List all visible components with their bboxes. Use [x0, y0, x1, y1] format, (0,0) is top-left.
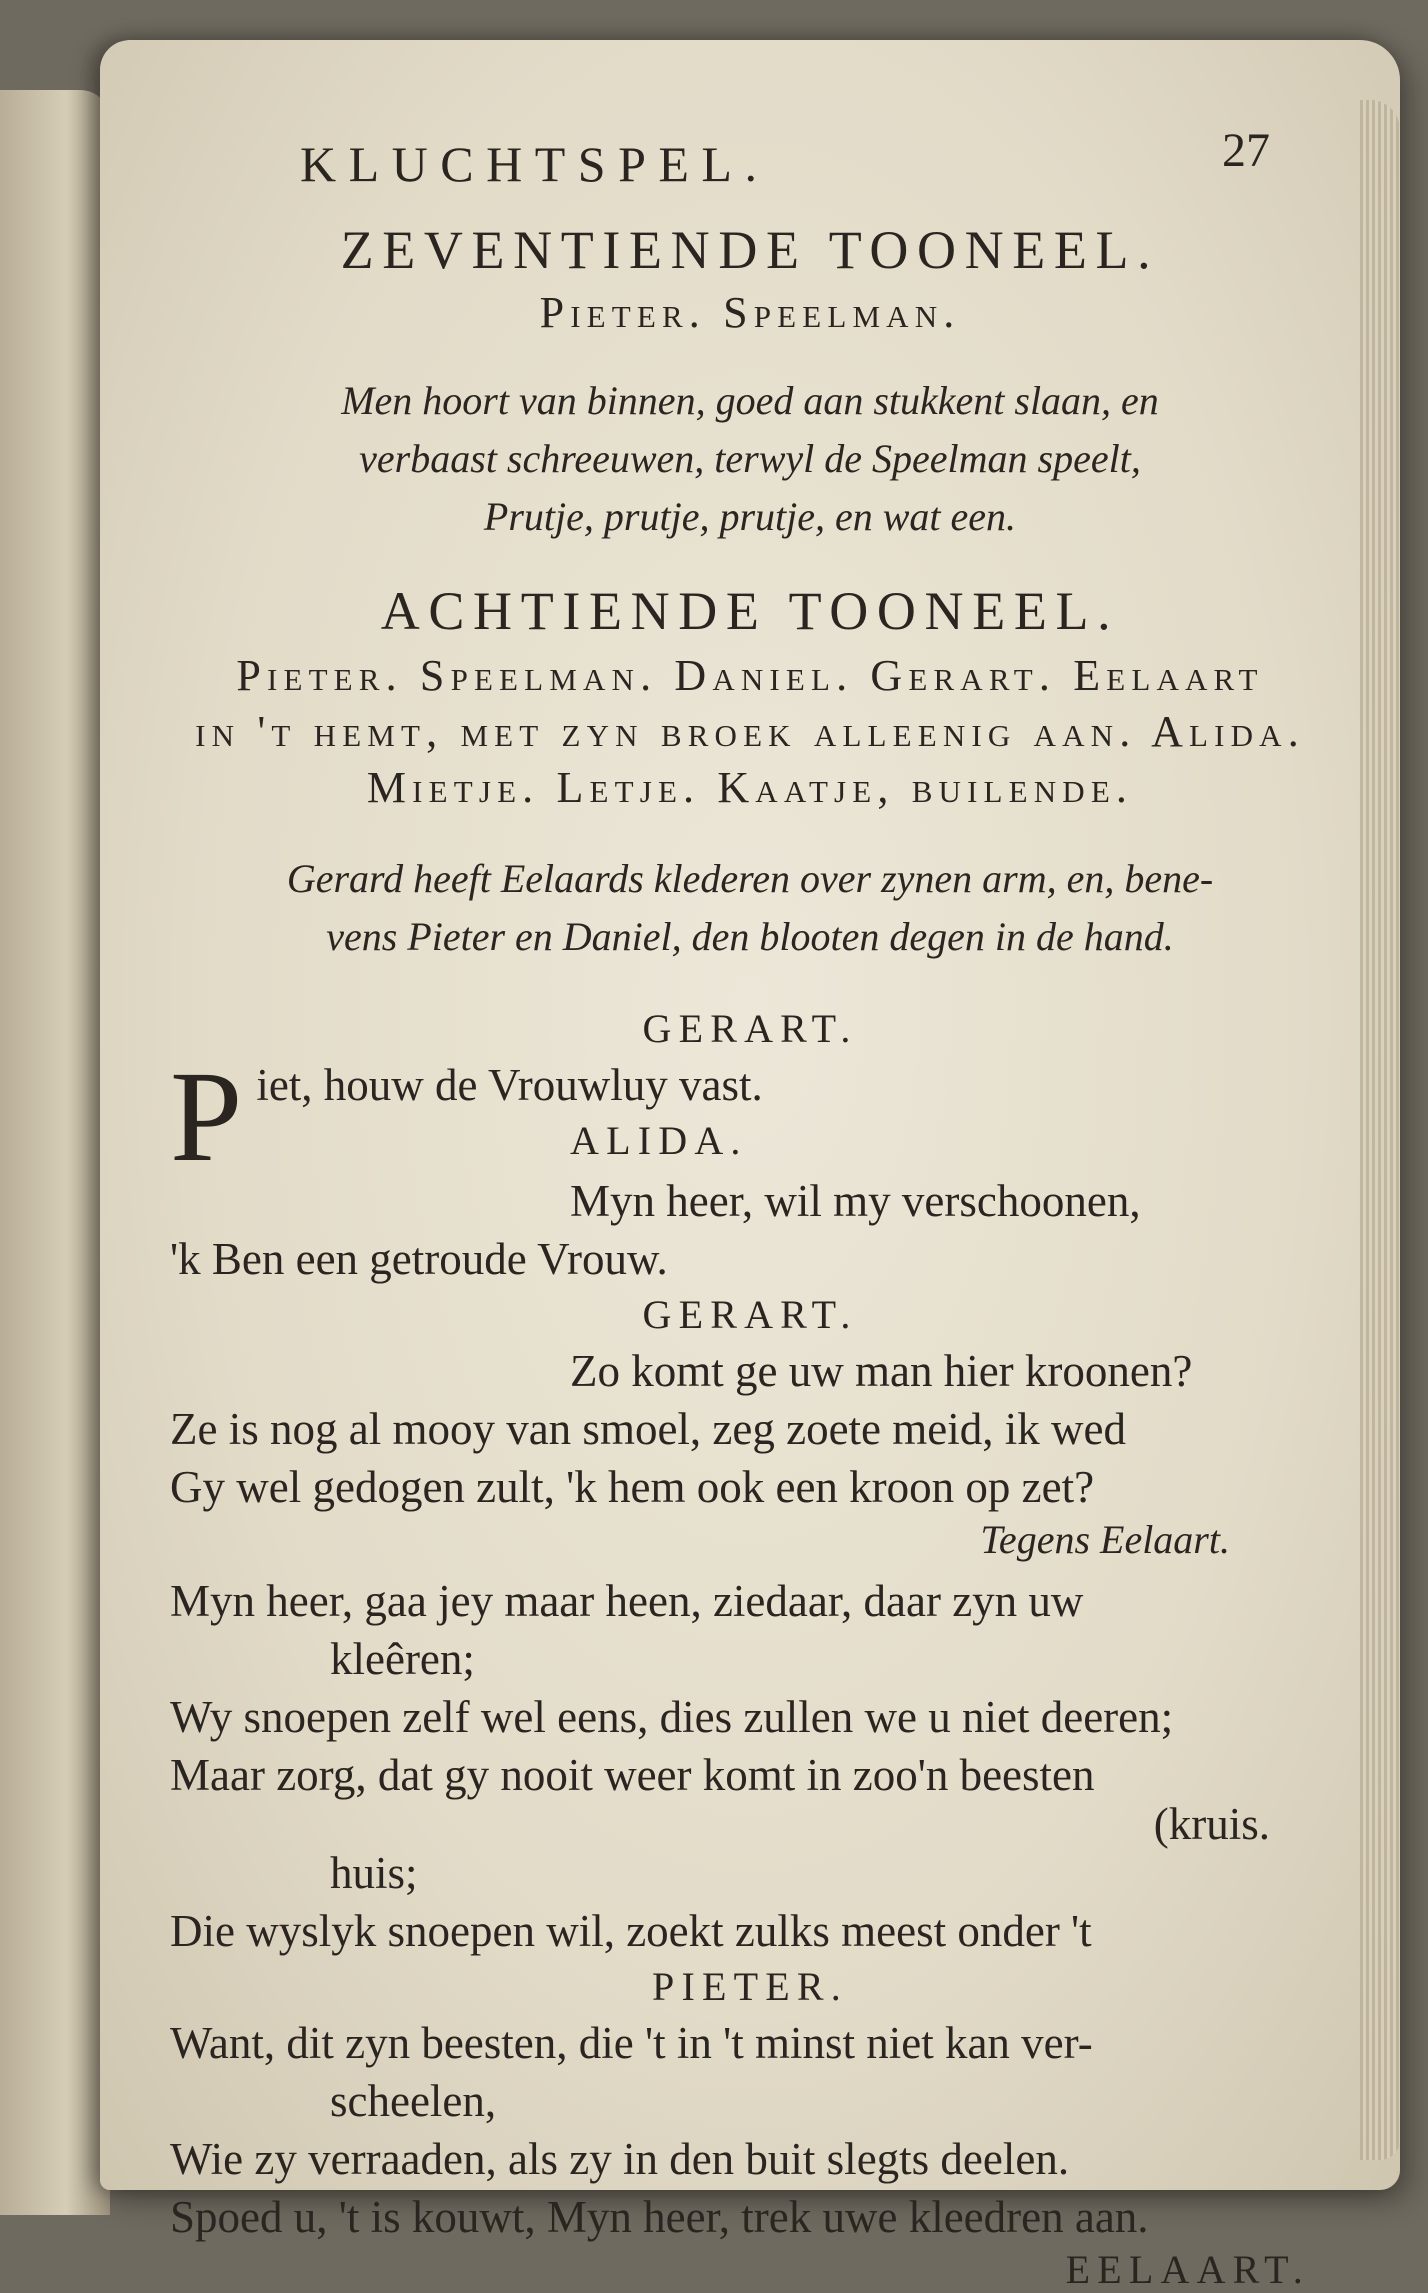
facing-page: [0, 90, 110, 2215]
verse-line: kleêren;: [330, 1634, 475, 1684]
verse-line: Wie zy verraaden, als zy in den buit slegts deelen.: [170, 2134, 1070, 2184]
dialogue: [170, 1002, 1330, 2293]
verse-line: 'k Ben een getroude Vrouw.: [170, 1234, 668, 1284]
verse-line: Ze is nog al mooy van smoel, zeg zoete meid, ik wed: [170, 1404, 1126, 1454]
verse-line: Myn heer, gaa jey maar heen, ziedaar, daar zyn uw: [170, 1576, 1084, 1626]
verse-line: Want, dit zyn beesten, die 't in 't minst niet kan ver-: [170, 2018, 1093, 2068]
speaker-name: ALIDA.: [570, 1118, 748, 1163]
verse-line: Myn heer, wil my verschoonen,: [570, 1176, 1141, 1226]
scene-18-stage-direction: [170, 850, 1330, 966]
verse-line: Zo komt ge uw man hier kroonen?: [570, 1346, 1193, 1396]
scene-18-title: ACHTIENDE TOONEEL.: [380, 581, 1120, 641]
verse-line: Die wyslyk snoepen wil, zoekt zulks meest onder 't: [170, 1906, 1092, 1956]
verse-text: iet, houw de Vrouwluy vast.: [256, 1060, 763, 1110]
drop-cap: P: [170, 1045, 243, 1189]
speaker-name: GERART.: [642, 1292, 858, 1337]
stage-direction: Tegens Eelaart.: [980, 1517, 1230, 1562]
stage-line: verbaast schreeuwen, terwyl de Speelman speelt,: [359, 436, 1141, 481]
running-head: [170, 124, 1330, 215]
running-title: KLUCHTSPEL.: [300, 136, 770, 192]
speaker-name: PIETER.: [652, 1964, 848, 2009]
verse-line: scheelen,: [330, 2076, 497, 2126]
verse-line: Spoed u, 't is kouwt, Myn heer, trek uwe kleedren aan.: [170, 2192, 1149, 2242]
stage-line: Men hoort van binnen, goed aan stukkent slaan, en: [341, 378, 1159, 423]
book-page: [100, 40, 1400, 2292]
turn-over-word: (kruis.: [1153, 1799, 1270, 1849]
scene-18-persons: [170, 648, 1330, 816]
verse-line: Maar zorg, dat gy nooit weer komt in zoo'n beesten: [170, 1750, 1095, 1800]
scene-17-stage-direction: [170, 372, 1330, 546]
persons-line: Pieter. Speelman. Daniel. Gerart. Eelaart: [236, 651, 1264, 700]
speaker-name: GERART.: [642, 1006, 858, 1051]
stage-line: vens Pieter en Daniel, den blooten degen in de hand.: [326, 914, 1174, 959]
page-edges: [1360, 100, 1400, 2160]
verse-line: Gy wel gedogen zult, 'k hem ook een kroon op zet?: [170, 1462, 1095, 1512]
scene-17-title: ZEVENTIENDE TOONEEL.: [340, 220, 1160, 280]
page-content: [170, 124, 1330, 2293]
stage-line: Gerard heeft Eelaards klederen over zynen arm, en, bene-: [286, 856, 1214, 901]
stage-line: Prutje, prutje, prutje, en wat een.: [483, 494, 1017, 539]
persons-line: in 't hemt, met zyn broek alleenig aan. Alida.: [195, 707, 1305, 756]
scene-17-persons: Pieter. Speelman.: [539, 288, 961, 337]
verse-line: huis;: [330, 1848, 418, 1898]
catchword: EELAART.: [1065, 2247, 1310, 2292]
page-number: 27: [1222, 124, 1270, 177]
persons-line: Mietje. Letje. Kaatje, builende.: [366, 763, 1134, 812]
verse-line: Wy snoepen zelf wel eens, dies zullen we u niet deeren;: [170, 1692, 1174, 1742]
